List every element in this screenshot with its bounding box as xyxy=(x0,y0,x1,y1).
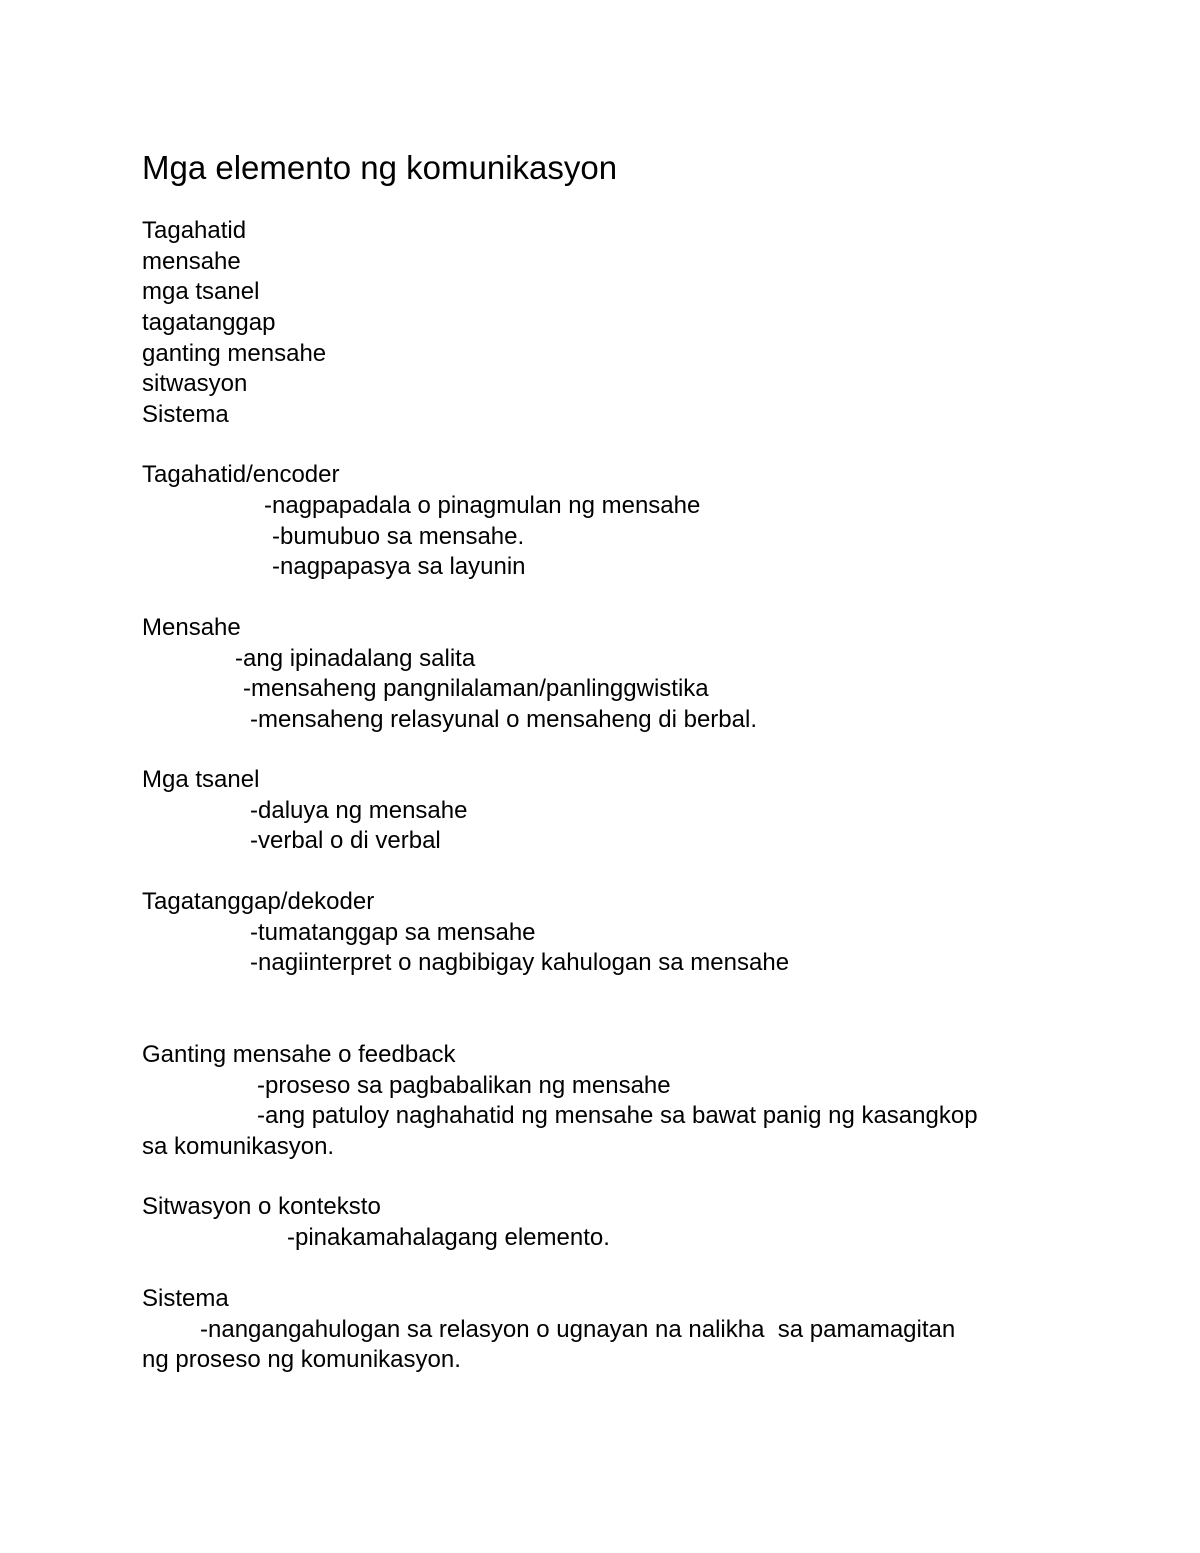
section-point: -ang patuloy naghahatid ng mensahe sa bawat panig ng kasangkop xyxy=(257,1102,978,1129)
page-title: Mga elemento ng komunikasyon xyxy=(142,149,618,186)
section-point: -nangangahulogan sa relasyon o ugnayan na nalikha sa pamamagitan xyxy=(200,1316,956,1343)
section-continuation: ng proseso ng komunikasyon. xyxy=(142,1346,461,1373)
list-item: tagatanggap xyxy=(142,309,276,336)
section-point: -nagpapadala o pinagmulan ng mensahe xyxy=(264,492,701,519)
section-heading: Tagahatid/encoder xyxy=(142,461,340,488)
list-item: Tagahatid xyxy=(142,217,247,244)
section-point: -verbal o di verbal xyxy=(250,827,441,854)
list-item: sitwasyon xyxy=(142,370,248,397)
section-point: -nagiinterpret o nagbibigay kahulogan sa mensahe xyxy=(250,949,790,976)
section-heading: Mensahe xyxy=(142,614,241,641)
section-heading: Tagatanggap/dekoder xyxy=(142,888,375,915)
section-heading: Ganting mensahe o feedback xyxy=(142,1041,456,1068)
section-point: -mensaheng relasyunal o mensaheng di berbal. xyxy=(250,706,757,733)
section-continuation: sa komunikasyon. xyxy=(142,1133,335,1160)
section-heading: Sitwasyon o konteksto xyxy=(142,1193,381,1220)
section-heading: Sistema xyxy=(142,1285,229,1312)
list-item: ganting mensahe xyxy=(142,340,327,367)
section-point: -bumubuo sa mensahe. xyxy=(272,523,525,550)
section-point: -ang ipinadalang salita xyxy=(235,645,476,672)
list-item: mga tsanel xyxy=(142,278,260,305)
list-item: mensahe xyxy=(142,248,241,275)
section-point: -tumatanggap sa mensahe xyxy=(250,919,536,946)
section-point: -nagpapasya sa layunin xyxy=(272,553,526,580)
section-point: -mensaheng pangnilalaman/panlinggwistika xyxy=(243,675,709,702)
section-point: -pinakamahalagang elemento. xyxy=(287,1224,610,1251)
section-point: -daluya ng mensahe xyxy=(250,797,468,824)
section-heading: Mga tsanel xyxy=(142,766,260,793)
list-item: Sistema xyxy=(142,401,229,428)
section-point: -proseso sa pagbabalikan ng mensahe xyxy=(257,1072,671,1099)
